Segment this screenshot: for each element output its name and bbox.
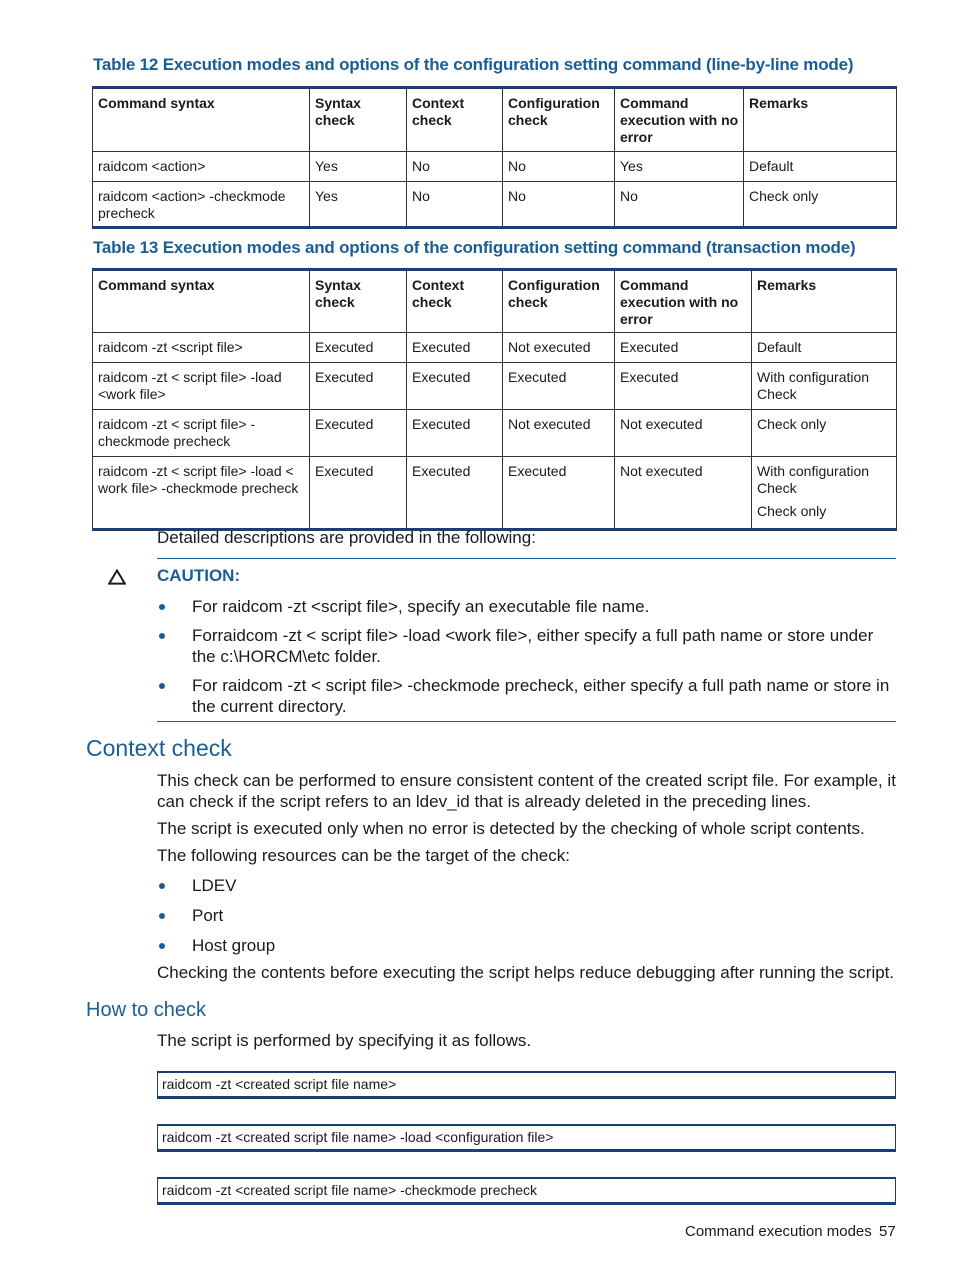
list-item-text: For raidcom -zt <script file>, specify an executable file name. (192, 597, 650, 616)
table-row (93, 333, 897, 363)
page-number: 57 (879, 1223, 896, 1240)
table-cell: Check only (744, 182, 897, 228)
list-item-text: Host group (192, 936, 276, 955)
paragraph: The following resources can be the target of the check: (157, 846, 570, 865)
table-cell: Executed (310, 363, 407, 410)
list-item-text: Port (192, 906, 224, 925)
header-cell: Command execution with no error (615, 88, 744, 152)
list-item-text: LDEV (192, 876, 237, 895)
header-cell: Remarks (752, 270, 897, 333)
table-cell: Yes (615, 152, 744, 182)
list-item (157, 935, 897, 956)
caution-triangle-icon (108, 569, 126, 585)
table-row (93, 152, 897, 182)
table-cell: Executed (503, 457, 615, 530)
header-cell: Configuration check (503, 270, 615, 333)
list-item-text: Forraidcom -zt < script file> -load <work file>, either specify a full path name or store under the c:\HORCM\etc folder. (192, 626, 874, 666)
table-cell: Executed (407, 333, 503, 363)
table-cell: Executed (407, 410, 503, 457)
caution-top-rule (157, 558, 896, 559)
bullet-icon (159, 604, 165, 610)
code-block: raidcom -zt <created script file name> -checkmode precheck (157, 1177, 896, 1205)
table-cell: raidcom <action> -checkmode precheck (93, 182, 310, 228)
table-cell: Default (744, 152, 897, 182)
table-cell: raidcom -zt < script file> -checkmode precheck (93, 410, 310, 457)
bullet-icon (159, 633, 165, 639)
table-cell: Check only (752, 410, 897, 457)
table-cell: Not executed (503, 410, 615, 457)
table-header-row (93, 270, 897, 333)
table-cell: Executed (310, 410, 407, 457)
header-cell: Remarks (744, 88, 897, 152)
table-cell: Default (752, 333, 897, 363)
code-block: raidcom -zt <created script file name> (157, 1071, 896, 1099)
table-cell: No (615, 182, 744, 228)
table-cell: Executed (407, 457, 503, 530)
list-item (157, 625, 897, 667)
table-cell: No (407, 152, 503, 182)
table-cell: No (503, 152, 615, 182)
table-cell: Executed (503, 363, 615, 410)
table-cell: Executed (407, 363, 503, 410)
code-block: raidcom -zt <created script file name> -load <configuration file> (157, 1124, 896, 1152)
bullet-icon (159, 913, 165, 919)
table-row (93, 363, 897, 410)
header-cell: Configuration check (503, 88, 615, 152)
resource-list (157, 875, 897, 956)
intro-text: Detailed descriptions are provided in the following: (157, 528, 536, 547)
caution-list (157, 596, 897, 717)
list-item (157, 905, 897, 926)
table-cell: Executed (310, 333, 407, 363)
header-cell: Command syntax (93, 270, 310, 333)
paragraph: This check can be performed to ensure consistent content of the created script file. For example, it can check if the script refers to an ldev_id that is already deleted in the preceding lines. (157, 771, 896, 811)
header-cell: Command execution with no error (615, 270, 752, 333)
table-cell: Executed (310, 457, 407, 530)
caution-bottom-rule (157, 721, 896, 722)
bullet-icon (159, 883, 165, 889)
table-cell (752, 457, 897, 530)
paragraph: The script is performed by specifying it as follows. (157, 1031, 532, 1050)
paragraph: Checking the contents before executing the script helps reduce debugging after running the script. (157, 963, 895, 982)
footer-section-title: Command execution modes (685, 1223, 872, 1240)
table-12 (92, 86, 897, 229)
list-item (157, 675, 897, 717)
header-cell: Syntax check (310, 270, 407, 333)
subsection-heading-how-to-check: How to check (86, 999, 207, 1021)
bullet-icon (159, 683, 165, 689)
table-cell: raidcom -zt < script file> -load <work file> (93, 363, 310, 410)
list-item (157, 875, 897, 896)
table-12-caption: Table 12 Execution modes and options of the configuration setting command (line-by-line mode) (93, 55, 854, 74)
header-cell: Context check (407, 88, 503, 152)
table-cell: raidcom -zt <script file> (93, 333, 310, 363)
table-cell: No (407, 182, 503, 228)
section-heading-context-check: Context check (86, 735, 232, 761)
header-cell: Syntax check (310, 88, 407, 152)
table-cell: No (503, 182, 615, 228)
table-row (93, 410, 897, 457)
header-cell: Context check (407, 270, 503, 333)
paragraph: The script is executed only when no error is detected by the checking of whole script contents. (157, 819, 865, 838)
table-cell: Not executed (615, 410, 752, 457)
table-cell: raidcom <action> (93, 152, 310, 182)
table-cell: With configuration Check (752, 363, 897, 410)
remark-line: With configuration Check (757, 463, 870, 496)
table-cell: Not executed (615, 457, 752, 530)
table-cell: Yes (310, 152, 407, 182)
table-cell: Executed (615, 333, 752, 363)
table-header-row (93, 88, 897, 152)
remark-line: Check only (757, 503, 827, 519)
list-item (157, 596, 897, 617)
caution-title: CAUTION: (157, 566, 241, 585)
table-cell: Not executed (503, 333, 615, 363)
table-cell: Executed (615, 363, 752, 410)
table-cell: Yes (310, 182, 407, 228)
table-row (93, 182, 897, 228)
header-cell: Command syntax (93, 88, 310, 152)
table-13 (92, 268, 897, 531)
bullet-icon (159, 943, 165, 949)
list-item-text: For raidcom -zt < script file> -checkmode precheck, either specify a full path name or store in the current directory. (192, 676, 890, 716)
table-cell: raidcom -zt < script file> -load < work file> -checkmode precheck (93, 457, 310, 530)
table-13-caption: Table 13 Execution modes and options of the configuration setting command (transaction mode) (93, 238, 856, 257)
table-row (93, 457, 897, 530)
